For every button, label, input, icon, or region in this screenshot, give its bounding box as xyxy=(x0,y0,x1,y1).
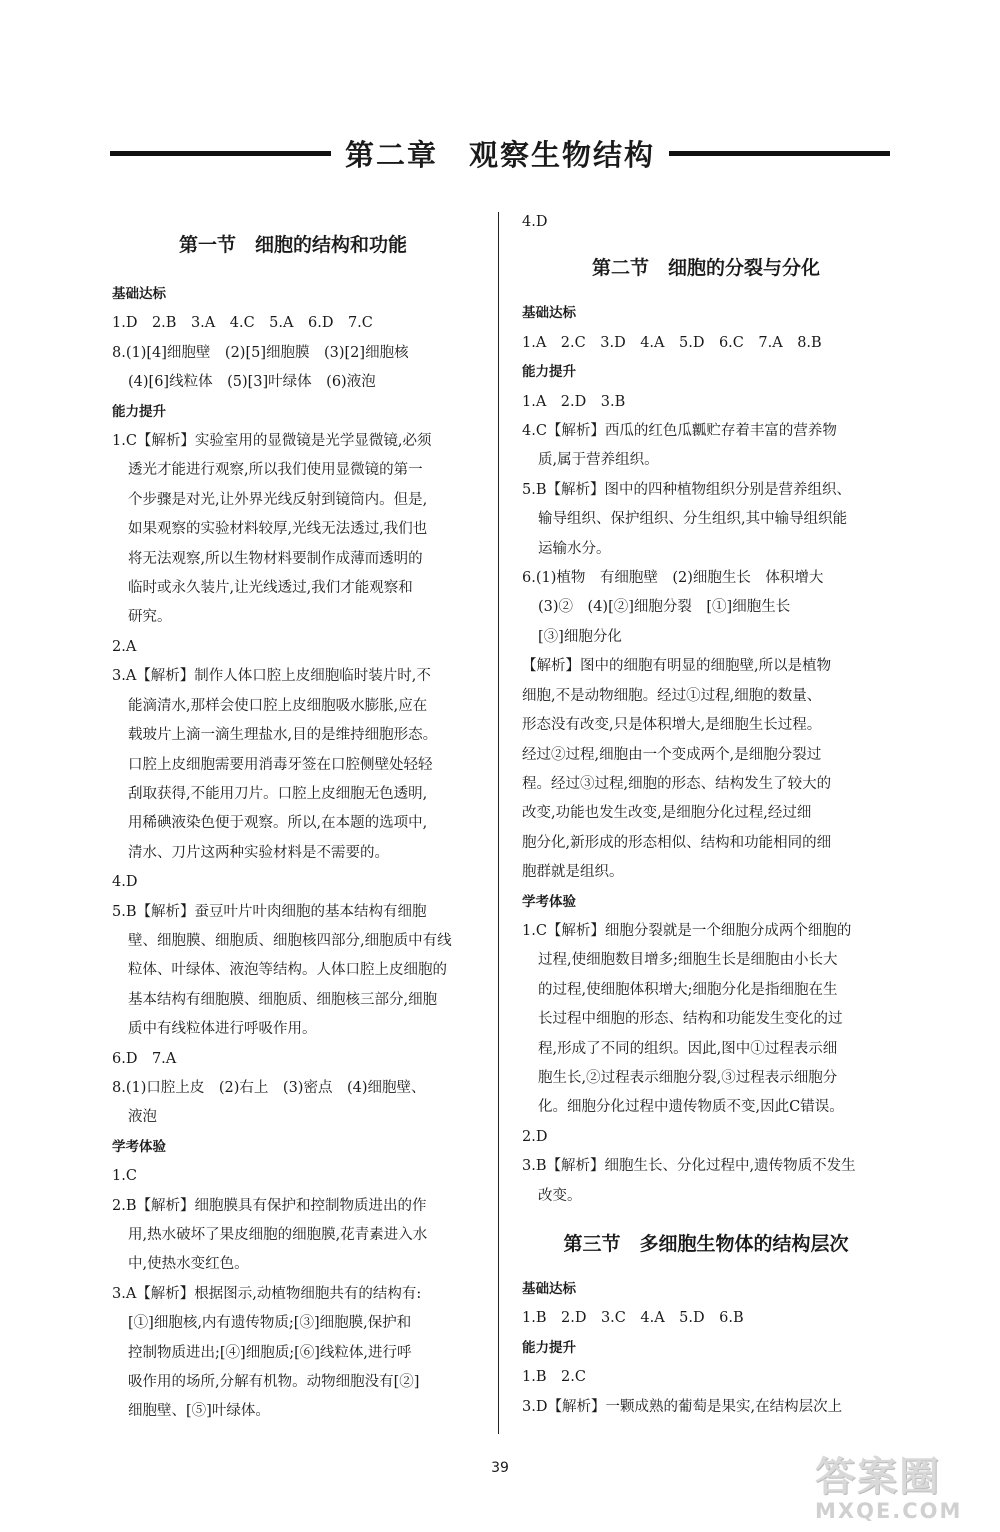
answer-line: 3.D【解析】一颗成熟的葡萄是果实,在结构层次上 xyxy=(522,1398,843,1415)
answer-line: 透光才能进行观察,所以我们使用显微镜的第一 xyxy=(128,462,423,479)
answer-line: 用,热水破坏了果皮细胞的细胞膜,花青素进入水 xyxy=(128,1227,428,1243)
answer-line: (3)② (4)[②]细胞分裂 [①]细胞生长 xyxy=(538,599,791,616)
page-number: 39 xyxy=(491,1460,509,1476)
answer-line: [③]细胞分化 xyxy=(538,628,622,645)
section-2-title: 第二节 细胞的分裂与分化 xyxy=(591,257,820,280)
section-1-title: 第一节 细胞的结构和功能 xyxy=(178,234,407,256)
answer-line: 1.C【解析】细胞分裂就是一个细胞分成两个细胞的 xyxy=(522,922,852,939)
answer-line: 如果观察的实验材料较厚,光线无法透过,我们也 xyxy=(128,521,428,538)
answer-line: 细胞,不是动物细胞。经过①过程,细胞的数量、 xyxy=(522,687,822,704)
answer-line: 细胞壁、[⑤]叶绿体。 xyxy=(128,1403,270,1420)
answer-line: 壁、细胞膜、细胞质、细胞核四部分,细胞质中有线 xyxy=(128,932,452,949)
answer-line: 1.C【解析】实验室用的显微镜是光学显微镜,必须 xyxy=(112,433,432,450)
answer-line: 1.B 2.D 3.C 4.A 5.D 6.B xyxy=(522,1310,744,1327)
answer-line: 基本结构有细胞膜、细胞质、细胞核三部分,细胞 xyxy=(128,991,438,1008)
answer-line: 4.C【解析】西瓜的红色瓜瓤贮存着丰富的营养物 xyxy=(522,423,837,440)
chapter-title xyxy=(110,132,890,174)
answer-line: 质中有线粒体进行呼吸作用。 xyxy=(128,1021,317,1038)
section-3-body xyxy=(522,1275,890,1422)
watermark-url: MXQE.COM xyxy=(815,1499,963,1523)
answer-line: 输导组织、保护组织、分生组织,其中输导组织能 xyxy=(538,511,848,528)
continued-answer: 4.D xyxy=(522,214,548,230)
answer-line: 4.D xyxy=(112,874,138,891)
subsection-heading: 能力提升 xyxy=(522,364,576,381)
answer-line: 将无法观察,所以生物材料要制作成薄而透明的 xyxy=(128,550,423,567)
answer-line: 的过程,使细胞体积增大;细胞分化是指细胞在生 xyxy=(538,981,838,998)
answer-line: 研究。 xyxy=(128,609,172,626)
subsection-heading: 学考体验 xyxy=(112,1138,166,1155)
subsection-heading: 基础达标 xyxy=(112,286,166,302)
answer-line: 1.C xyxy=(112,1168,137,1185)
answer-line: 液泡 xyxy=(128,1109,157,1126)
answer-line: 载玻片上滴一滴生理盐水,目的是维持细胞形态。 xyxy=(128,727,438,744)
answer-line: 长过程中细胞的形态、结构和功能发生变化的过 xyxy=(538,1011,843,1028)
answer-line: 2.D xyxy=(522,1128,548,1145)
answer-line: 中,使热水变红色。 xyxy=(128,1256,249,1273)
answer-line: 刮取获得,不能用刀片。口腔上皮细胞无色透明, xyxy=(128,785,428,802)
answer-line: 质,属于营养组织。 xyxy=(538,452,659,469)
answer-line: 形态没有改变,只是体积增大,是细胞生长过程。 xyxy=(522,717,822,734)
left-column xyxy=(112,208,474,1427)
answer-line: 1.D 2.B 3.A 4.C 5.A 6.D 7.C xyxy=(112,315,373,332)
answer-line: (4)[6]线粒体 (5)[3]叶绿体 (6)液泡 xyxy=(128,374,376,391)
answer-line: 吸作用的场所,分解有机物。动物细胞没有[②] xyxy=(128,1374,420,1391)
answer-line: 5.B【解析】图中的四种植物组织分别是营养组织、 xyxy=(522,481,851,498)
answer-line: 用稀碘液染色便于观察。所以,在本题的选项中, xyxy=(128,815,428,832)
answer-line: 运输水分。 xyxy=(538,540,611,557)
answer-line: 化。细胞分化过程中遗传物质不变,因此C错误。 xyxy=(538,1099,844,1116)
chapter-rule-right xyxy=(669,151,890,156)
right-column xyxy=(522,208,890,1422)
subsection-heading: 能力提升 xyxy=(112,403,166,420)
answer-line: 8.(1)口腔上皮 (2)右上 (3)密点 (4)细胞壁、 xyxy=(112,1079,426,1096)
section-3-title: 第三节 多细胞生物体的结构层次 xyxy=(563,1233,849,1255)
answer-line: 3.A【解析】制作人体口腔上皮细胞临时装片时,不 xyxy=(112,668,431,685)
answer-line: 口腔上皮细胞需要用消毒牙签在口腔侧壁处轻轻 xyxy=(128,756,433,773)
answer-line: 清水、刀片这两种实验材料是不需要的。 xyxy=(128,844,389,861)
answer-line: 临时或永久装片,让光线透过,我们才能观察和 xyxy=(128,580,413,597)
answer-line: 1.A 2.D 3.B xyxy=(522,393,626,410)
answer-line: 个步骤是对光,让外界光线反射到镜筒内。但是, xyxy=(128,491,428,508)
answer-line: 1.A 2.C 3.D 4.A 5.D 6.C 7.A 8.B xyxy=(522,334,822,351)
subsection-heading: 基础达标 xyxy=(522,305,576,322)
answer-line: 5.B【解析】蚕豆叶片叶肉细胞的基本结构有细胞 xyxy=(112,903,427,920)
watermark-logo xyxy=(815,1455,990,1525)
answer-line: 6.(1)植物 有细胞壁 (2)细胞生长 体积增大 xyxy=(522,570,824,587)
answer-line: 6.D 7.A xyxy=(112,1050,177,1067)
answer-line: 改变。 xyxy=(538,1187,582,1204)
answer-line: 经过②过程,细胞由一个变成两个,是细胞分裂过 xyxy=(522,746,822,763)
answer-line: 2.B【解析】细胞膜具有保护和控制物质进出的作 xyxy=(112,1197,427,1214)
answer-line: 胞生长,②过程表示细胞分裂,③过程表示细胞分 xyxy=(538,1069,838,1086)
answer-line: 【解析】图中的细胞有明显的细胞壁,所以是植物 xyxy=(522,658,832,675)
answer-line: 胞群就是组织。 xyxy=(522,864,624,881)
answer-line: 程。经过③过程,细胞的形态、结构发生了较大的 xyxy=(522,775,832,792)
answer-line: 控制物质进出;[④]细胞质;[⑥]线粒体,进行呼 xyxy=(128,1344,412,1361)
answer-line: 3.B【解析】细胞生长、分化过程中,遗传物质不发生 xyxy=(522,1158,856,1175)
answer-line: 程,形成了不同的组织。因此,图中①过程表示细 xyxy=(538,1040,838,1057)
answer-line: 过程,使细胞数目增多;细胞生长是细胞由小长大 xyxy=(538,952,838,969)
answer-line: 8.(1)[4]细胞壁 (2)[5]细胞膜 (3)[2]细胞核 xyxy=(112,344,409,361)
answer-line: 改变,功能也发生改变,是细胞分化过程,经过细 xyxy=(522,805,812,822)
chapter-title-text: 第二章 观察生物结构 xyxy=(345,137,656,172)
answer-line: [①]细胞核,内有遗传物质;[③]细胞膜,保护和 xyxy=(128,1315,412,1332)
answer-line: 2.A xyxy=(112,638,137,655)
answer-line: 胞分化,新形成的形态相似、结构和功能相同的细 xyxy=(522,834,832,851)
section-1-body xyxy=(112,280,474,1427)
subsection-heading: 学考体验 xyxy=(522,893,576,910)
subsection-heading: 能力提升 xyxy=(522,1339,576,1356)
subsection-heading: 基础达标 xyxy=(522,1281,576,1297)
answer-line: 能滴清水,那样会使口腔上皮细胞吸水膨胀,应在 xyxy=(128,697,428,714)
watermark-logo-text: 答案圈 xyxy=(815,1454,941,1500)
answer-line: 粒体、叶绿体、液泡等结构。人体口腔上皮细胞的 xyxy=(128,962,447,979)
answer-line: 3.A【解析】根据图示,动植物细胞共有的结构有: xyxy=(112,1285,422,1302)
column-divider xyxy=(498,212,499,1434)
answer-line: 1.B 2.C xyxy=(522,1369,586,1386)
chapter-rule-left xyxy=(110,151,331,156)
section-2-body xyxy=(522,299,890,1211)
